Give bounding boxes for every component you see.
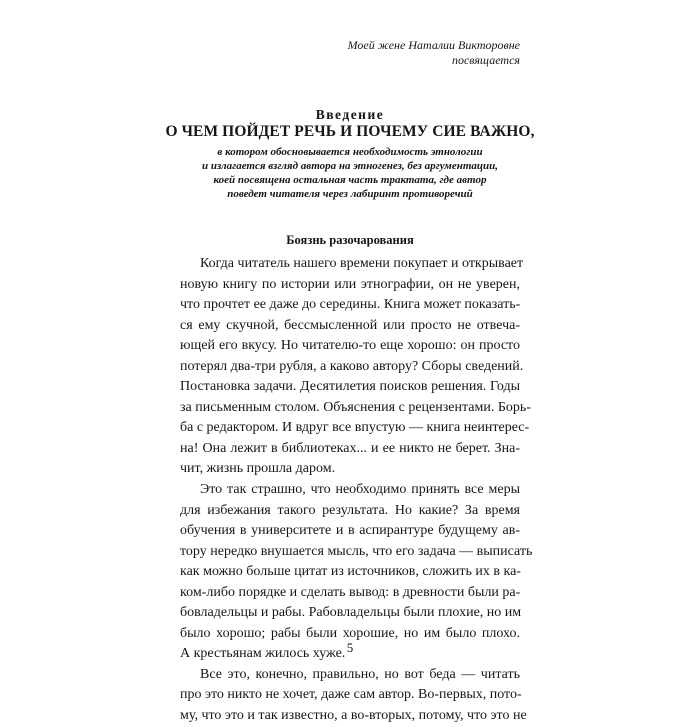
text-line: потерял два-три рубля, а каково автору? Сборы сведений. — [180, 358, 524, 374]
text-line: на! Она лежит в библиотеках... и ее никто не берет. Зна- — [180, 440, 520, 456]
dedication-line: Моей жене Наталии Викторовне — [347, 38, 520, 52]
chapter-title: О ЧЕМ ПОЙДЕТ РЕЧЬ И ПОЧЕМУ СИЕ ВАЖНО, — [165, 123, 535, 140]
subtitle-line: поведет читателя через лабиринт противоречий — [227, 188, 473, 200]
text-line: для избежания такого результата. Но какие? За время — [180, 502, 520, 518]
text-line: чит, жизнь прошла даром. — [180, 461, 336, 477]
text-line: ба с редактором. И вдруг все впустую — книга неинтерес- — [180, 420, 530, 436]
text-line: про это никто не хочет, даже сам автор. Во-первых, пото- — [180, 687, 522, 703]
text-line: новую книгу по истории или этнографии, он не уверен, — [180, 276, 520, 292]
text-line: Когда читатель нашего времени покупает и открывает — [200, 256, 524, 271]
dedication — [348, 38, 520, 68]
text-line: Все это, конечно, правильно, но вот беда — читать — [200, 666, 520, 682]
chapter-subtitle — [160, 145, 540, 201]
text-line: обучения в университете и в аспирантуре будущему ав- — [180, 523, 520, 539]
text-line: что прочтет ее даже до середины. Книга может показать- — [180, 297, 521, 313]
text-line: бовладельцы и рабы. Рабовладельцы были плохие, но им — [180, 605, 522, 621]
introduction-label: Введение — [315, 107, 385, 122]
text-line: как можно больше цитат из источников, сложить их в ка- — [180, 564, 521, 580]
text-line: му, что это и так известно, а во-вторых, потому, что это не — [180, 708, 527, 724]
section-title: Боязнь разочарования — [286, 233, 414, 247]
subtitle-line: в котором обосновывается необходимость этнологии — [217, 146, 483, 158]
text-line: за письменным столом. Объяснения с рецензентами. Борь- — [180, 399, 531, 415]
text-line: Постановка задачи. Десятилетия поисков решения. Годы — [180, 379, 520, 395]
subtitle-line: коей посвящена остальная часть трактата, где автор — [213, 174, 487, 186]
page-number: 5 — [346, 640, 354, 655]
text-line: Это так страшно, что необходимо принять все меры — [200, 482, 520, 498]
text-line: А крестьянам жилось хуже. — [180, 646, 346, 662]
subtitle-line: и излагается взгляд автора на этногенез, без аргументации, — [201, 160, 498, 172]
text-line: ком-либо порядке и сделать вывод: в древности были ра- — [180, 584, 521, 600]
dedication-line: посвящается — [451, 53, 520, 67]
text-line: ющей его вкусу. Но читателю-то еще хорошо: он просто — [180, 338, 520, 354]
text-line: ся ему скучной, бессмысленной или просто не отвеча- — [180, 317, 520, 333]
text-line: было хорошо; рабы были хорошие, но им было плохо. — [180, 625, 520, 641]
text-line: тору нередко внушается мысль, что его задача — выписать — [180, 543, 533, 559]
